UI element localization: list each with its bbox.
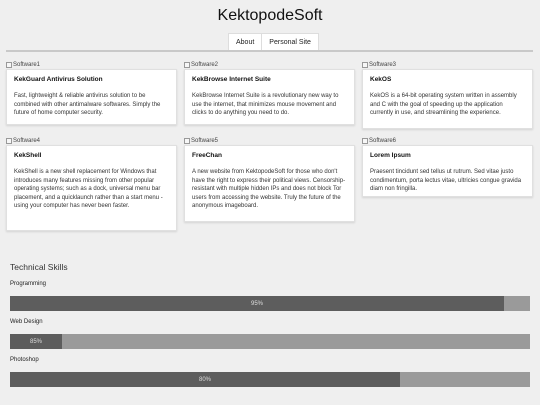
skill-bar-fill [10,296,504,311]
software-card-1 [6,61,177,125]
header-divider [6,50,533,52]
broken-image-icon [6,62,12,68]
card-description: KekOS is a 64-bit operating system written in assembly and C with the goal of speeding up the application currently in use, and streamlining the experience. [370,93,517,116]
skill-percent: 85% [29,338,42,345]
card-body [184,145,355,222]
skill-percent: 80% [198,376,211,383]
card-body [362,145,533,197]
image-alt-text: Software6 [369,138,397,144]
skill-percent: 95% [250,300,263,307]
skill-bar-programming [10,296,530,311]
nav-personal-site[interactable]: Personal Site [269,39,311,46]
software-card-3 [362,61,533,129]
broken-image-icon [362,138,368,144]
skill-label-web-design: Web Design [10,319,43,325]
card-body [6,69,177,125]
skill-bar-fill [10,334,62,349]
software-image-3 [362,61,533,69]
card-description: KekBrowse Internet Suite is a revolutionary new way to use the internet, that minimizes mouse movement and clicks to do anything you need to do. [192,93,339,116]
software-card-4 [6,137,177,231]
image-alt-text: Software4 [13,138,41,144]
nav-about[interactable]: About [229,34,262,51]
card-title: KekGuard Antivirus Solution [14,76,103,83]
software-image-2 [184,61,355,69]
image-alt-text: Software5 [191,138,219,144]
card-description: Praesent tincidunt sed tellus ut rutrum. Sed vitae justo condimentum, porta lectus vitae, ultricies congue gravida diam non fringilla. [370,169,522,192]
site-title: KektopodeSoft [217,7,323,24]
skill-bar-web-design [10,334,530,349]
card-description: Fast, lightweight & reliable antivirus solution to be combined with other antimalware softwares. Simply the future of home computer security. [14,93,161,116]
skill-bar-photoshop [10,372,530,387]
broken-image-icon [184,138,190,144]
skills-title: Technical Skills [10,262,68,272]
software-image-6 [362,137,533,145]
software-image-5 [184,137,355,145]
broken-image-icon [362,62,368,68]
image-alt-text: Software3 [369,62,397,68]
image-alt-text: Software2 [191,62,219,68]
broken-image-icon [6,138,12,144]
card-body [184,69,355,125]
software-card-2 [184,61,355,125]
software-card-6 [362,137,533,197]
card-title: Lorem Ipsum [370,152,411,159]
image-alt-text: Software1 [13,62,41,68]
broken-image-icon [184,62,190,68]
card-description: A new website from KektopodeSoft for those who don't have the right to express their political views. Censorship-resistant with multiple hidden IPs and does not block Tor users from accessing the website. Truly the future of the anonymous imageboard. [192,169,346,209]
software-image-4 [6,137,177,145]
card-title: KekShell [14,152,42,159]
card-body [6,145,177,231]
card-title: KekOS [370,76,392,83]
card-description: KekShell is a new shell replacement for Windows that introduces many features missing from other popular operating systems; such as a dock, universal menu bar placement, and a quicklaunch rather than a start menu - using your computer has never been faster. [14,169,163,209]
skill-bar-fill [10,372,400,387]
skill-label-programming: Programming [10,281,47,287]
software-card-5 [184,137,355,222]
card-body [362,69,533,129]
software-image-1 [6,61,177,69]
card-title: FreeChan [192,152,222,159]
card-title: KekBrowse Internet Suite [192,76,271,83]
skill-label-photoshop: Photoshop [10,357,39,363]
